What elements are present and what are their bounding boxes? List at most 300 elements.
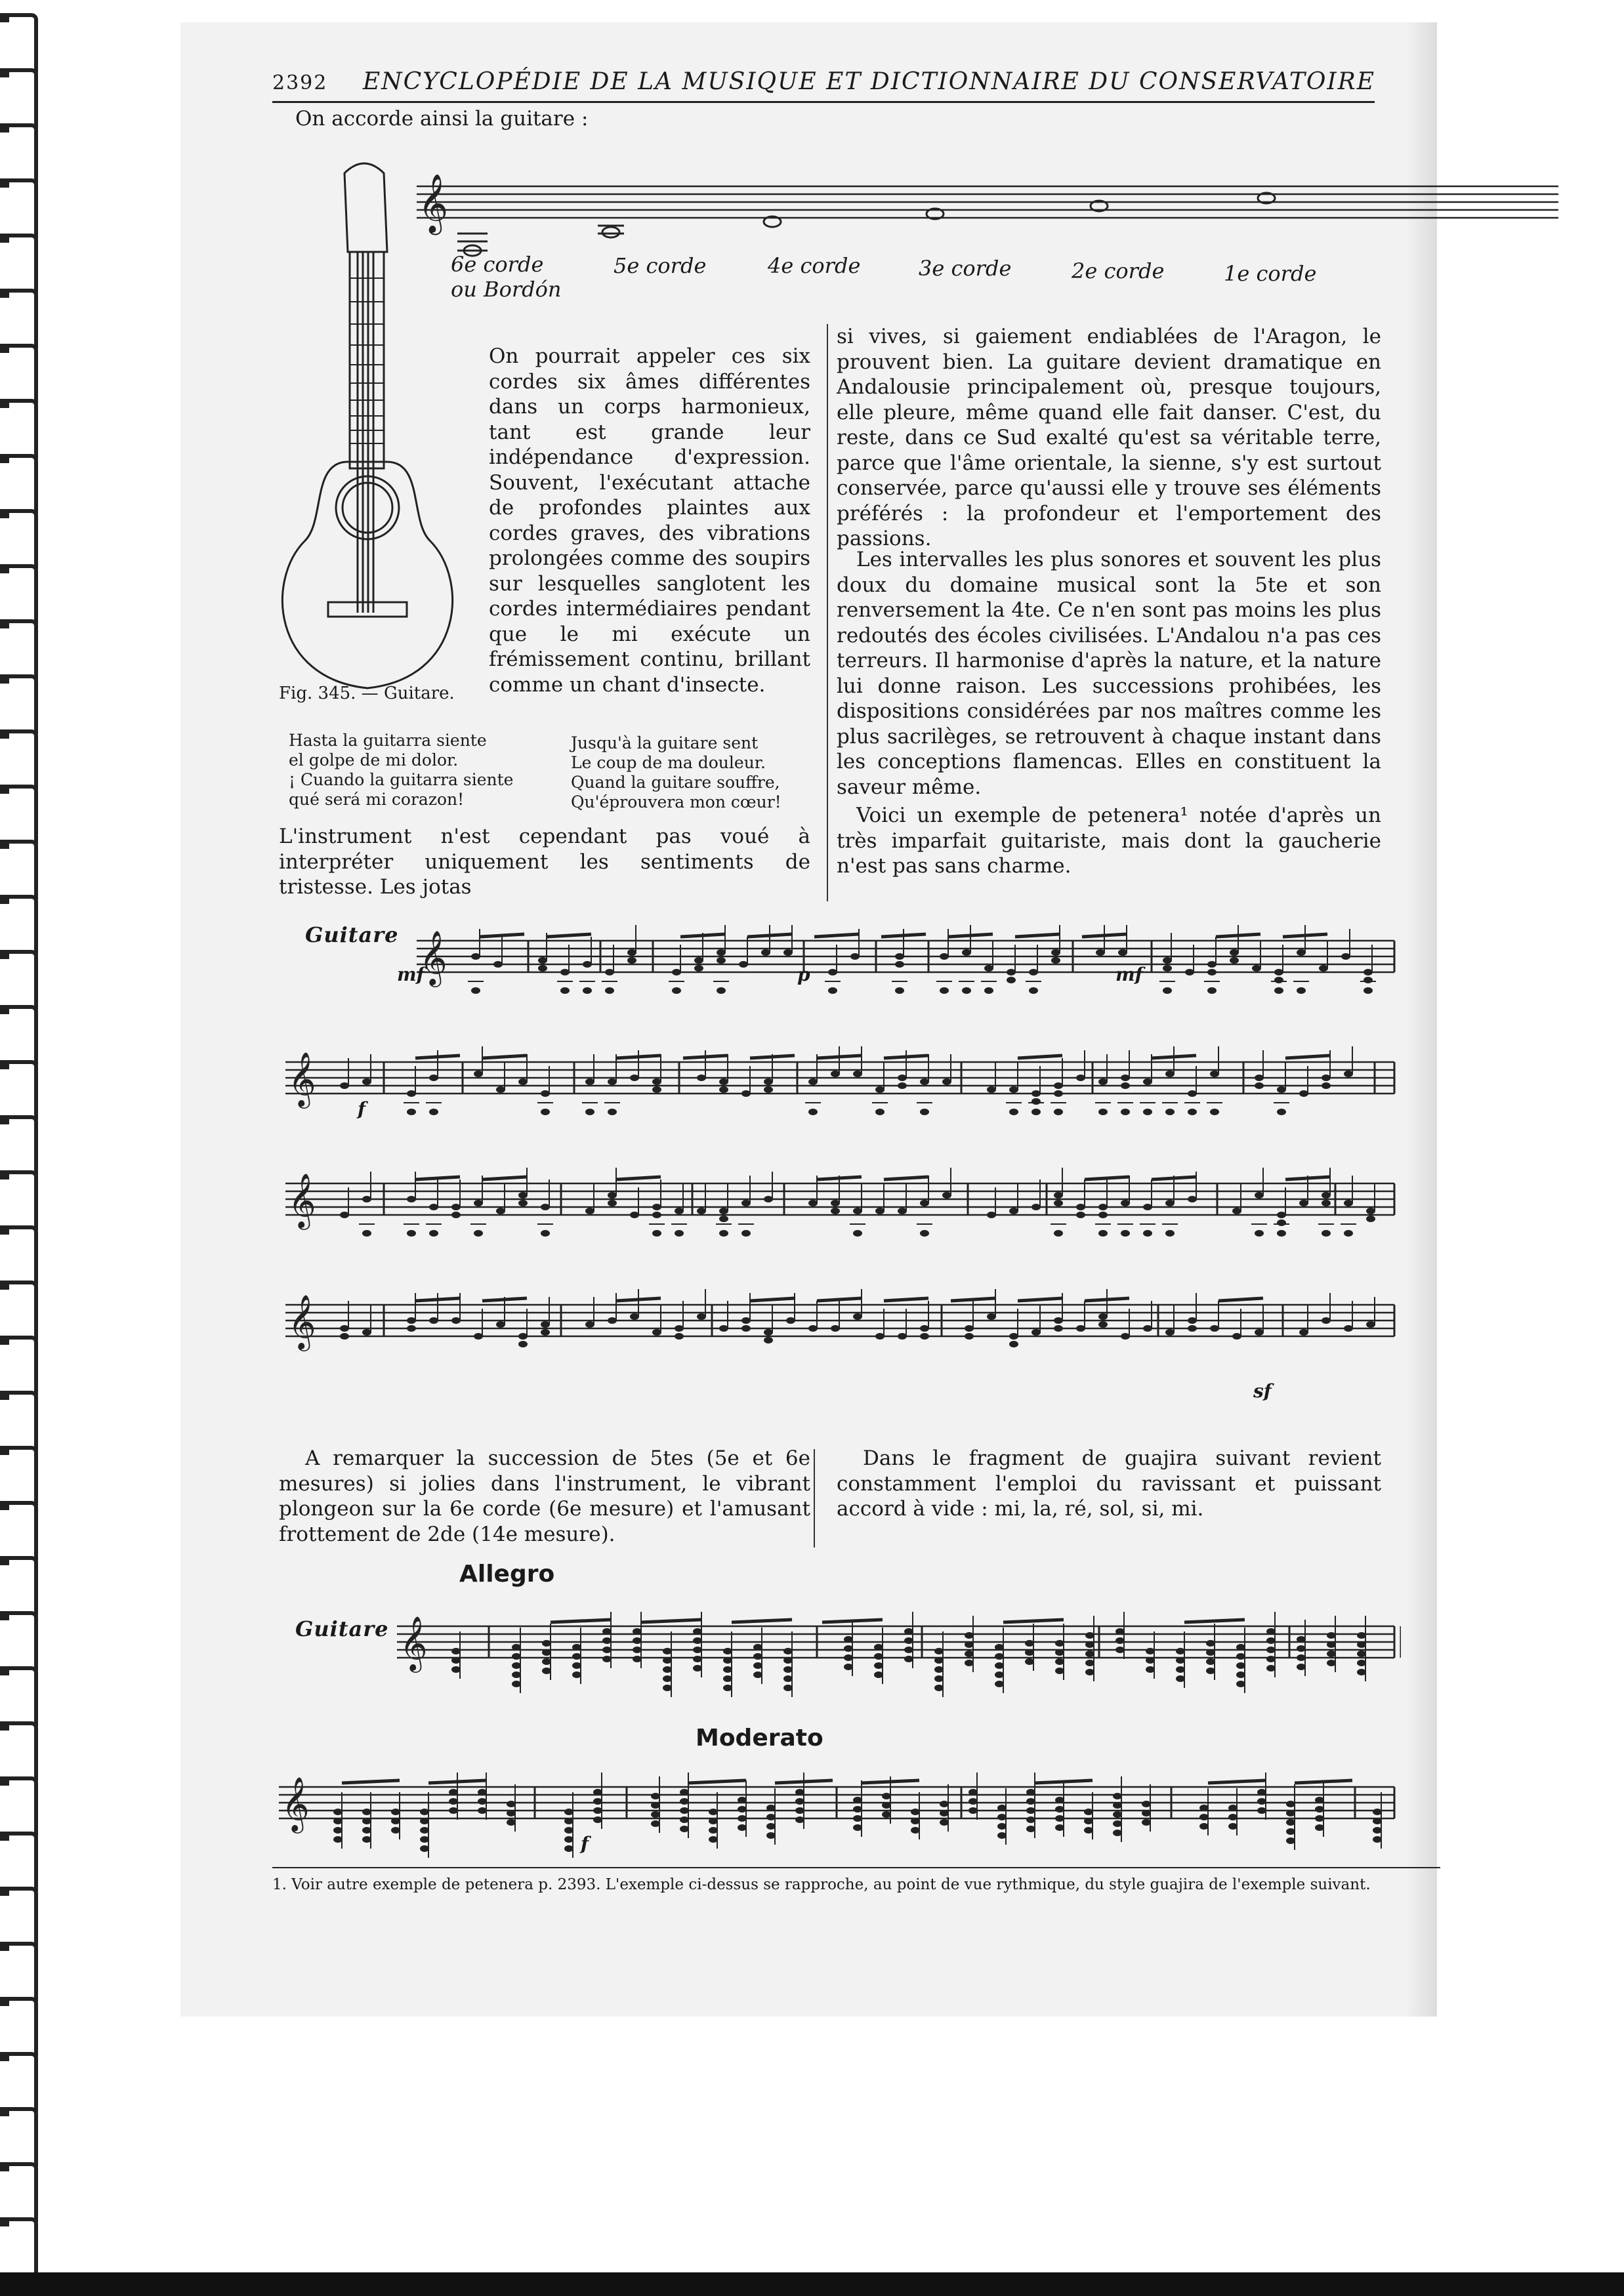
notehead <box>1007 969 1016 975</box>
notehead <box>1357 1660 1366 1666</box>
notehead <box>764 1078 773 1085</box>
notehead <box>1031 1204 1041 1210</box>
notehead <box>630 1212 639 1218</box>
notehead <box>541 1329 550 1336</box>
notehead <box>1009 1333 1018 1340</box>
notehead <box>1051 957 1060 964</box>
music-system-4 <box>285 1265 1401 1397</box>
notehead <box>1163 987 1172 994</box>
notehead <box>795 1798 804 1805</box>
beam <box>616 1056 661 1058</box>
music-system-1 <box>417 901 1401 1013</box>
notehead <box>652 1086 661 1093</box>
notehead <box>1115 1647 1125 1653</box>
notehead <box>1143 1204 1152 1210</box>
notehead <box>512 1671 521 1678</box>
notehead <box>987 1212 996 1218</box>
notehead <box>633 1647 642 1653</box>
notehead <box>1274 969 1283 975</box>
beam <box>1218 1298 1263 1301</box>
notehead <box>844 1654 853 1661</box>
notehead <box>1228 1823 1238 1830</box>
notehead <box>962 987 971 994</box>
notehead <box>965 1632 974 1639</box>
notehead <box>1176 1675 1185 1682</box>
notehead <box>920 1200 929 1206</box>
notehead <box>518 1200 528 1206</box>
notehead <box>420 1818 429 1824</box>
notehead <box>1098 1212 1108 1218</box>
notehead <box>1121 1075 1130 1081</box>
notehead <box>761 949 770 956</box>
notehead <box>1098 1230 1108 1237</box>
notehead <box>764 1337 773 1343</box>
notehead <box>1025 1640 1034 1647</box>
page-shadow <box>1405 22 1437 2017</box>
notehead <box>995 1671 1004 1678</box>
notehead <box>663 1685 672 1691</box>
notehead <box>1257 1807 1266 1814</box>
notehead <box>652 1078 661 1085</box>
notehead <box>783 1657 793 1664</box>
notehead <box>1344 1230 1353 1237</box>
beam <box>415 1056 460 1058</box>
notehead <box>898 1082 907 1089</box>
dynamic-mark: p <box>797 964 810 985</box>
notehead <box>493 961 503 968</box>
notehead <box>1266 1637 1276 1644</box>
notehead <box>407 1317 416 1324</box>
page-header <box>272 68 1375 103</box>
notehead <box>693 1665 702 1671</box>
notehead <box>1113 1820 1122 1827</box>
notehead <box>1357 1669 1366 1675</box>
notehead <box>997 1814 1007 1820</box>
notehead <box>572 1644 581 1650</box>
notehead <box>1322 1230 1331 1237</box>
spiral-binding <box>0 0 46 2296</box>
notehead <box>1199 1814 1209 1820</box>
notehead <box>1031 1109 1041 1115</box>
notehead <box>1299 1090 1308 1097</box>
notehead <box>1232 1333 1241 1340</box>
notehead <box>694 957 703 964</box>
notehead <box>1055 1815 1064 1822</box>
notehead <box>1026 1798 1035 1805</box>
notehead <box>651 1793 660 1799</box>
notehead <box>738 1824 747 1831</box>
notehead <box>1255 1075 1264 1081</box>
footnote: 1. Voir autre exemple de petenera p. 2393. L'exemple ci-dessus se rapproche, au point de vue rythmique, du style guajira de l'exemple suivant. <box>272 1876 1371 1893</box>
notehead <box>1142 1819 1151 1826</box>
notehead <box>1031 1090 1041 1097</box>
beam <box>482 1177 527 1179</box>
notehead <box>898 1333 907 1340</box>
notehead <box>680 1816 689 1823</box>
notehead <box>1206 1649 1215 1656</box>
notehead <box>1319 965 1328 972</box>
notehead <box>1206 1658 1215 1665</box>
page-sheet <box>180 22 1437 2017</box>
notehead <box>1364 969 1373 975</box>
beam <box>1295 1780 1352 1783</box>
notehead <box>1031 1098 1041 1105</box>
notehead <box>564 1827 573 1834</box>
poem-spanish <box>289 731 538 810</box>
notehead <box>844 1645 853 1652</box>
guitar-illustration <box>266 154 469 698</box>
string-label-5: 5e corde <box>614 253 707 278</box>
notehead <box>1121 1082 1130 1089</box>
notehead <box>741 1090 751 1097</box>
instrument-label: Guitare <box>295 1616 389 1641</box>
notehead <box>831 1071 840 1077</box>
string-label-2: 2e corde <box>1072 258 1165 283</box>
notehead <box>1327 1660 1336 1666</box>
notehead <box>1373 1827 1382 1834</box>
notehead <box>831 1200 840 1206</box>
notehead <box>1255 1230 1264 1237</box>
notehead <box>1142 1801 1151 1807</box>
notehead <box>1076 1325 1085 1332</box>
notehead <box>362 1230 371 1237</box>
notehead <box>808 1200 818 1206</box>
notehead <box>680 1807 689 1814</box>
notehead <box>672 969 681 975</box>
notehead <box>541 1109 550 1115</box>
notehead <box>333 1836 343 1843</box>
treble-clef-icon: 𝄞 <box>281 1776 310 1831</box>
notehead <box>542 1668 551 1674</box>
notehead <box>1051 949 1060 956</box>
notehead <box>1055 1658 1064 1665</box>
beam <box>1018 1056 1062 1058</box>
notehead <box>583 987 592 994</box>
notehead <box>680 1789 689 1795</box>
treble-clef-icon: 𝄞 <box>288 1172 316 1227</box>
paragraph-intervals: Les intervalles les plus sonores et souvent les plus doux du domaine musical sont la 5te et son renversement la 4te. Ce n'en sont pas moins les plus redoutés des écoles civilisées. L'Andalou n'a pas ces terreurs. Il harmonise d'après la nature, et la nature lui donne raison. Les successions prohibées, les dispositions considérées par nos maîtres comme les plus sacrilèges, se retrouvent à chaque instant dans les conceptions flamencas. Elles en constituent la saveur même. <box>837 548 1381 799</box>
beam <box>884 1177 928 1179</box>
notehead <box>920 1333 929 1340</box>
notehead <box>764 1329 773 1336</box>
notehead <box>420 1809 429 1815</box>
notehead <box>1252 965 1261 972</box>
notehead <box>675 1333 684 1340</box>
notehead <box>391 1827 400 1834</box>
notehead <box>874 1671 883 1678</box>
notehead <box>1327 1641 1336 1648</box>
notehead <box>518 1192 528 1199</box>
notehead <box>560 969 570 975</box>
notehead <box>583 961 592 968</box>
paragraph-jotas: si vives, si gaiement endiablées de l'Aragon, le prouvent bien. La guitare devient dramatique en Andalousie principalement où, presque toujours, elle pleure, même quand elle fait danser. C'est, du reste, dans ce Sud exalté qu'est sa véritable terre, parce que l'âme orientale, la sienne, s'y est surtout conservée, parce qu'aussi elle y trouve ses éléments préférés : la profondeur et l'emportement des passions. <box>837 325 1381 550</box>
notehead <box>518 1333 528 1340</box>
notehead <box>585 1109 594 1115</box>
notehead <box>651 1820 660 1827</box>
notehead <box>602 1628 612 1635</box>
notehead <box>1143 1230 1152 1237</box>
notehead <box>984 965 993 972</box>
beam <box>683 1056 728 1058</box>
notehead <box>420 1845 429 1852</box>
notehead <box>602 1637 612 1644</box>
dynamic-mark: f <box>581 1833 589 1855</box>
beam <box>747 934 792 937</box>
notehead <box>538 965 547 972</box>
notehead <box>340 1212 349 1218</box>
notehead <box>1084 1818 1093 1824</box>
notehead <box>1297 1664 1306 1670</box>
notehead <box>783 1648 793 1654</box>
notehead <box>1054 1192 1063 1199</box>
notehead <box>934 1675 944 1682</box>
music-system-2 <box>285 1023 1401 1134</box>
notehead <box>709 1809 718 1815</box>
poem-line: Jusqu'à la guitare sent <box>571 733 759 752</box>
beam <box>415 1298 460 1301</box>
notehead <box>672 987 681 994</box>
notehead <box>1115 1628 1125 1635</box>
notehead <box>1054 1317 1063 1324</box>
notehead <box>1297 987 1306 994</box>
treble-clef-icon: 𝄞 <box>419 930 448 985</box>
notehead <box>1113 1802 1122 1809</box>
notehead <box>965 1650 974 1657</box>
string-label-4: 4e corde <box>768 253 861 278</box>
notehead <box>1176 1657 1185 1664</box>
notehead <box>1165 1329 1175 1336</box>
notehead <box>407 1230 416 1237</box>
notehead <box>1210 1325 1219 1332</box>
notehead <box>630 1075 639 1081</box>
notehead <box>633 1656 642 1662</box>
beam <box>884 1056 928 1058</box>
notehead <box>1327 1632 1336 1639</box>
beam <box>951 1298 995 1301</box>
notehead <box>723 1657 732 1664</box>
notehead <box>680 1798 689 1805</box>
notehead <box>1096 949 1105 956</box>
notehead <box>1232 1208 1241 1214</box>
music-system-6 <box>279 1748 1401 1859</box>
notehead <box>1055 1797 1064 1803</box>
notehead <box>783 949 793 956</box>
notehead <box>987 1086 996 1093</box>
notehead <box>471 953 480 960</box>
notehead <box>451 1666 461 1673</box>
notehead <box>1207 987 1217 994</box>
notehead <box>874 1662 883 1669</box>
notehead <box>1084 1827 1093 1834</box>
notehead <box>940 1819 949 1826</box>
figure-caption: Fig. 345. — Guitare. <box>279 684 455 703</box>
notehead <box>997 1823 1007 1830</box>
notehead <box>451 1648 461 1654</box>
notehead <box>1364 987 1373 994</box>
notehead <box>962 949 971 956</box>
notehead <box>1228 1805 1238 1811</box>
notehead <box>663 1666 672 1673</box>
beam <box>1085 1177 1129 1179</box>
notehead <box>1143 1078 1152 1085</box>
notehead <box>942 1078 951 1085</box>
beam <box>1184 1620 1245 1622</box>
notehead <box>853 1797 862 1803</box>
notehead <box>940 987 949 994</box>
notehead <box>1373 1818 1382 1824</box>
notehead <box>680 1826 689 1832</box>
notehead <box>474 1230 483 1237</box>
notehead <box>1165 1109 1175 1115</box>
notehead <box>882 1811 891 1818</box>
notehead <box>1085 1632 1094 1639</box>
notehead <box>541 1321 550 1328</box>
notehead <box>911 1818 920 1824</box>
notehead <box>391 1818 400 1824</box>
notehead <box>633 1637 642 1644</box>
notehead <box>1165 1200 1175 1206</box>
page-number: 2392 <box>272 72 328 94</box>
notehead <box>1299 1329 1308 1336</box>
notehead <box>449 1789 458 1795</box>
notehead <box>697 1075 706 1081</box>
notehead <box>630 1313 639 1320</box>
notehead <box>1255 1329 1264 1336</box>
music-system-5 <box>397 1587 1401 1705</box>
notehead <box>602 1647 612 1653</box>
notehead <box>651 1802 660 1809</box>
poem-line: Qu'éprouvera mon cœur! <box>571 792 781 811</box>
notehead <box>920 1325 929 1332</box>
beam <box>1003 1620 1064 1622</box>
paragraph-petenera: Voici un exemple de petenera¹ notée d'après un très imparfait guitariste, mais dont la gaucherie n'est pas sans charme. <box>837 804 1381 878</box>
notehead <box>965 1641 974 1648</box>
beam <box>480 934 524 937</box>
notehead <box>560 987 570 994</box>
notehead <box>1054 1230 1063 1237</box>
notehead <box>741 1230 751 1237</box>
notehead <box>1199 1823 1209 1830</box>
beam <box>1216 934 1260 937</box>
notehead <box>1098 1313 1108 1320</box>
notehead <box>362 1809 371 1815</box>
notehead <box>1054 1082 1063 1089</box>
beam <box>862 1780 919 1783</box>
notehead <box>1076 1204 1085 1210</box>
notehead <box>831 1208 840 1214</box>
notehead <box>1113 1811 1122 1818</box>
notehead <box>995 1644 1004 1650</box>
notehead <box>541 1230 550 1237</box>
notehead <box>1188 1317 1197 1324</box>
notehead <box>541 1204 550 1210</box>
notehead <box>968 1798 978 1805</box>
notehead <box>564 1845 573 1852</box>
notehead <box>340 1082 349 1089</box>
notehead <box>895 987 904 994</box>
notehead <box>995 1653 1004 1660</box>
notehead <box>1055 1806 1064 1813</box>
notehead <box>853 1806 862 1813</box>
beam <box>482 1298 527 1301</box>
notehead <box>362 1196 371 1202</box>
notehead <box>478 1798 487 1805</box>
notehead <box>340 1333 349 1340</box>
notehead <box>507 1801 516 1807</box>
notehead <box>1257 1789 1266 1795</box>
notehead <box>764 1196 773 1202</box>
notehead <box>1143 1325 1152 1332</box>
notehead <box>1210 1109 1219 1115</box>
notehead <box>333 1809 343 1815</box>
notehead <box>693 1656 702 1662</box>
notehead <box>593 1789 602 1795</box>
notehead <box>1188 1090 1197 1097</box>
notehead <box>675 1208 684 1214</box>
notehead <box>1025 1649 1034 1656</box>
notehead <box>875 1109 885 1115</box>
notehead <box>965 1333 974 1340</box>
notehead <box>1055 1649 1064 1656</box>
notehead <box>828 987 837 994</box>
instrument-label: Guitare <box>305 922 399 947</box>
notehead <box>995 1681 1004 1687</box>
notehead <box>602 1656 612 1662</box>
notehead <box>1236 1644 1245 1650</box>
notehead <box>1322 1082 1331 1089</box>
notehead <box>904 1647 913 1653</box>
notehead <box>783 1666 793 1673</box>
notehead <box>1054 1325 1063 1332</box>
notehead <box>1230 949 1239 956</box>
notehead <box>783 1675 793 1682</box>
notehead <box>1344 1325 1353 1332</box>
notehead <box>995 1662 1004 1669</box>
notehead <box>663 1675 672 1682</box>
notehead <box>608 1109 617 1115</box>
notehead <box>719 1208 728 1214</box>
notehead <box>697 1208 706 1214</box>
notehead <box>572 1662 581 1669</box>
notehead <box>362 1827 371 1834</box>
notehead <box>478 1807 487 1814</box>
notehead <box>1315 1806 1324 1813</box>
treble-clef-icon: 𝄞 <box>288 1051 316 1106</box>
notehead <box>968 1789 978 1795</box>
string-label-1: 1e corde <box>1224 261 1317 286</box>
notehead <box>449 1807 458 1814</box>
notehead <box>895 961 904 968</box>
notehead <box>652 1230 661 1237</box>
notehead <box>934 1666 944 1673</box>
notehead <box>451 1204 461 1210</box>
notehead <box>1142 1810 1151 1816</box>
beam <box>1283 934 1327 937</box>
notehead <box>693 1637 702 1644</box>
notehead <box>542 1658 551 1665</box>
notehead <box>1274 977 1283 983</box>
dynamic-mark: mf <box>397 964 425 985</box>
notehead <box>1299 1200 1308 1206</box>
beam <box>688 1780 746 1783</box>
notehead <box>1266 1665 1276 1671</box>
notehead <box>593 1798 602 1805</box>
beam <box>680 934 725 937</box>
notehead <box>512 1681 521 1687</box>
notehead <box>1257 1798 1266 1805</box>
notehead <box>1286 1801 1295 1807</box>
notehead <box>741 1317 751 1324</box>
